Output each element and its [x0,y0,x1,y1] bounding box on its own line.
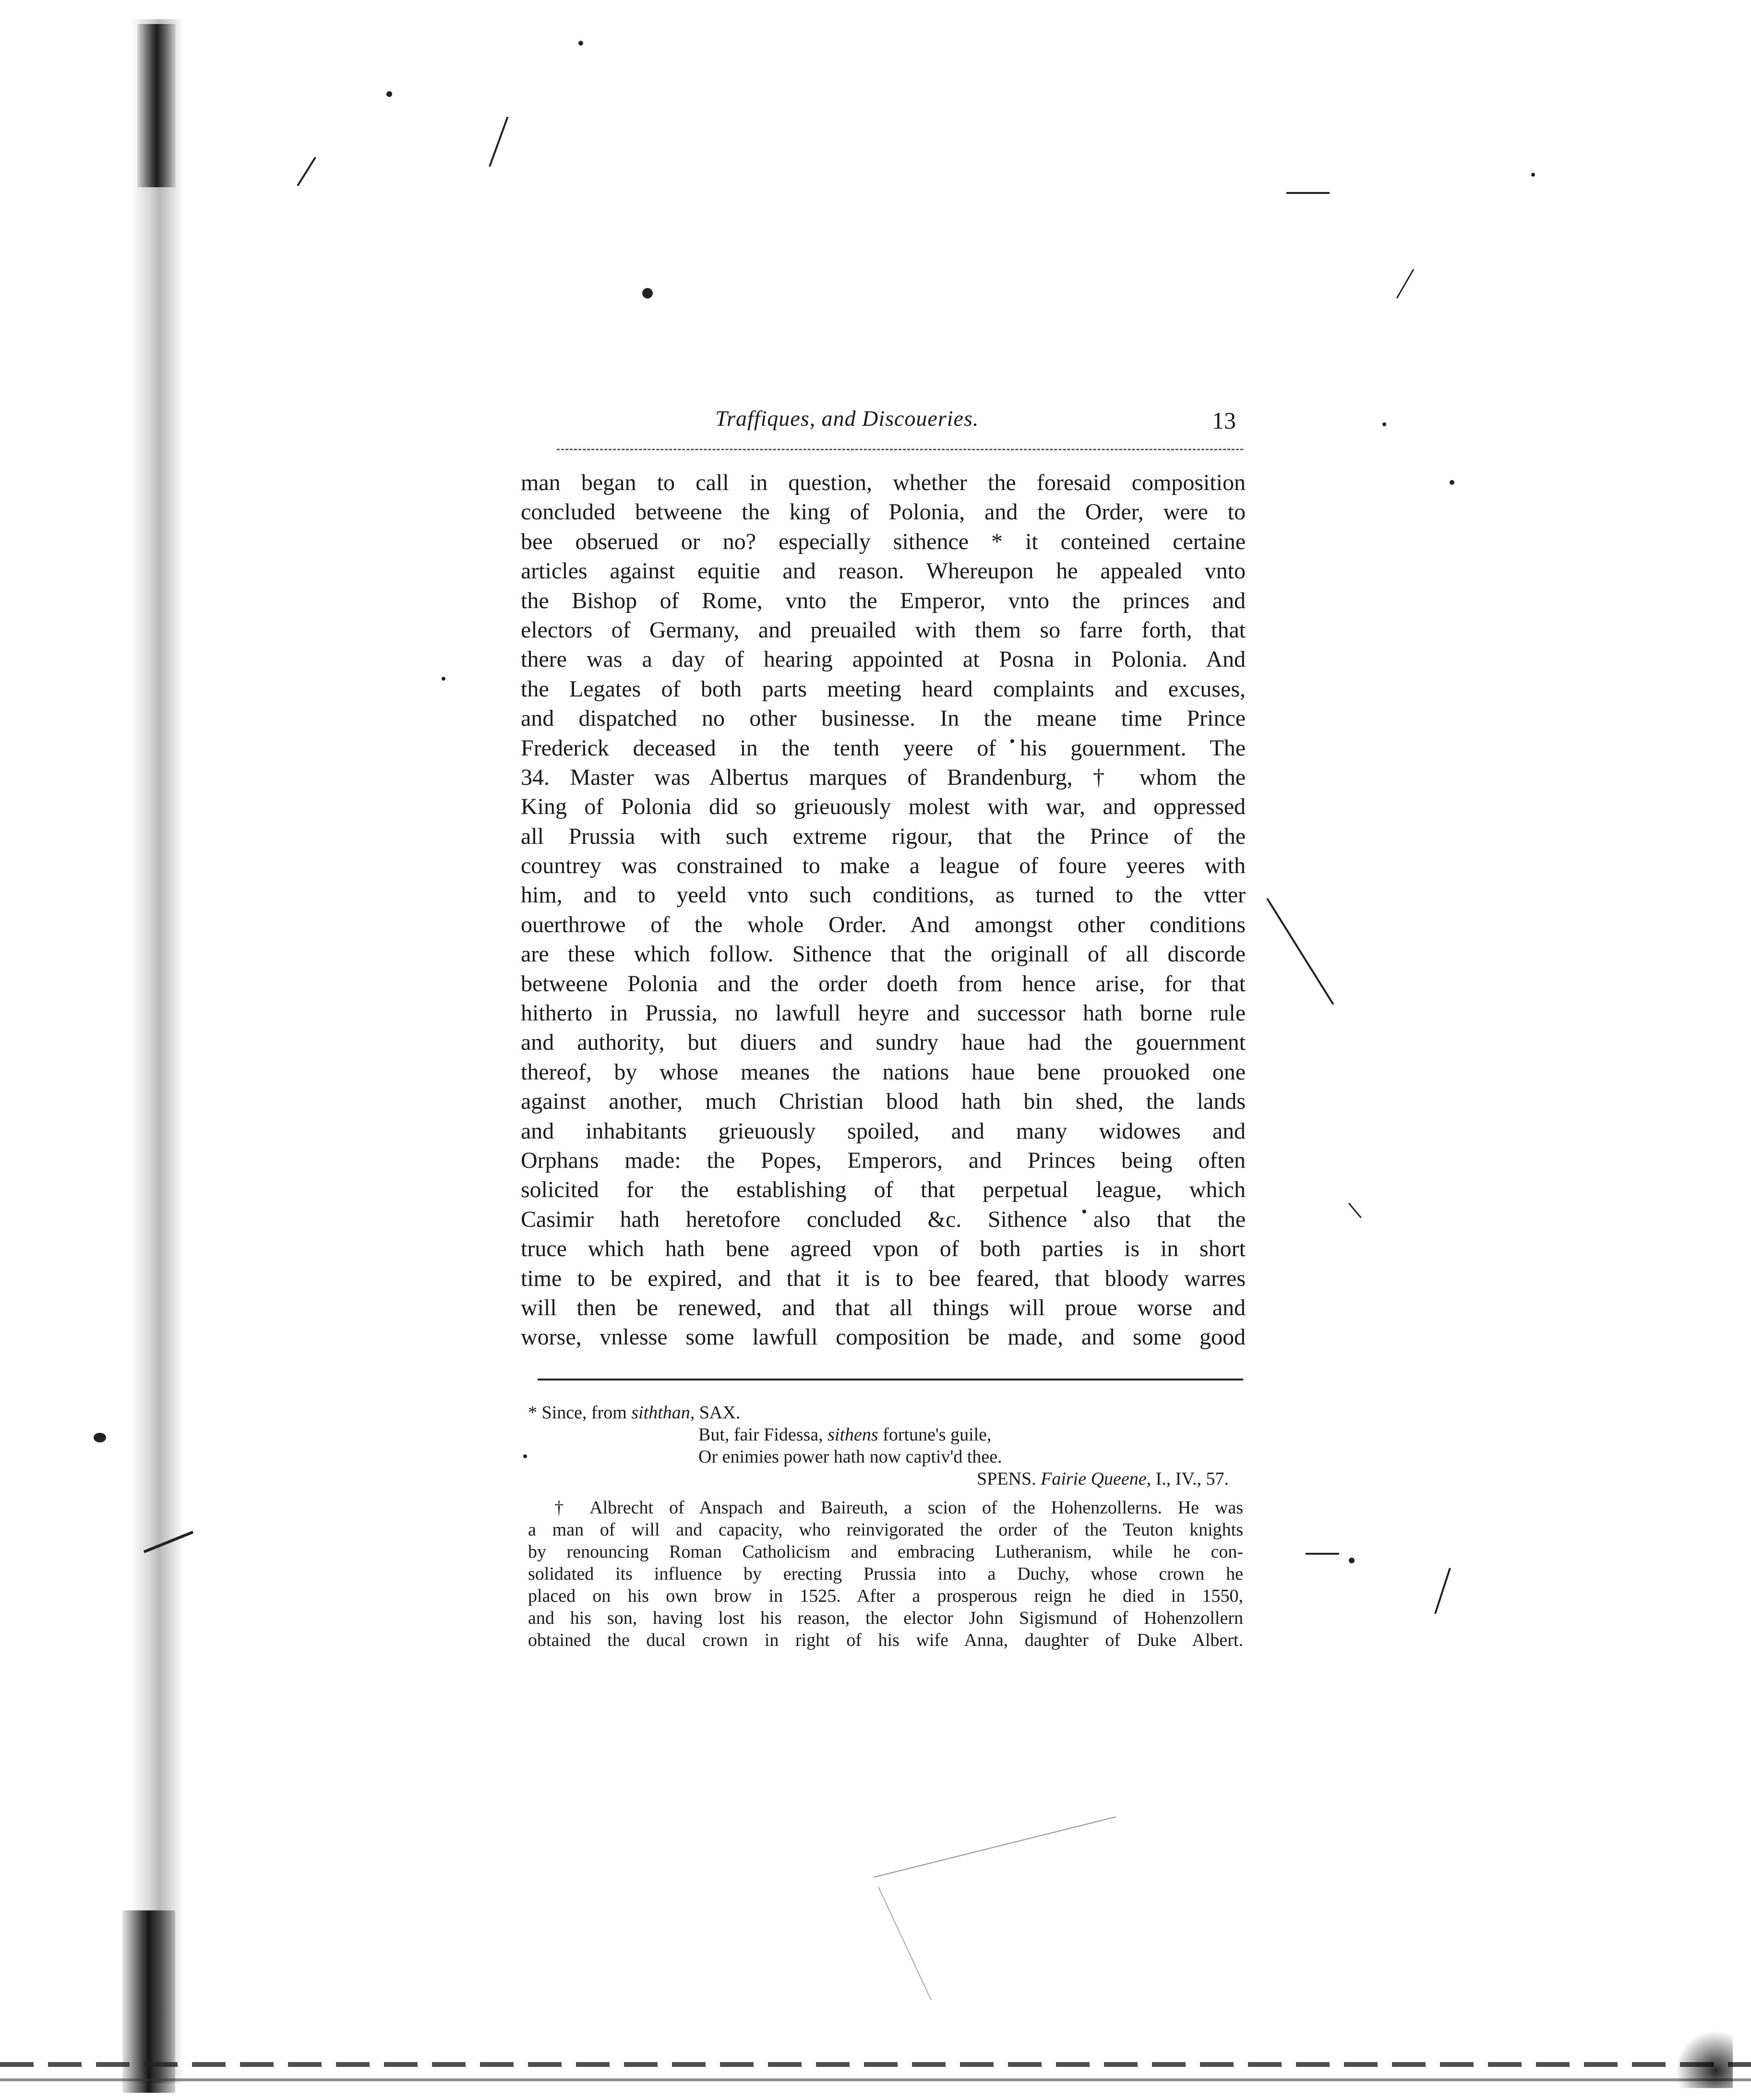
running-title: Traffiques, and Discoueries. [715,406,979,431]
text-line: are these which follow. Sithence that the originall of all discorde [521,941,1246,967]
text-line: him, and to yeeld vnto such conditions, as turned to the vtter [521,882,1246,908]
footnote-etymon: siththan, [631,1403,695,1423]
footnote-rule [538,1379,1243,1380]
citation-author: SPENS. [977,1469,1036,1489]
scan-speck [642,288,653,299]
scan-shadow-left-top [137,24,176,187]
scan-mark [297,157,316,186]
scan-speck [94,1433,106,1442]
text-line: articles against equitie and reason. Whereupon he appealed vnto [521,558,1246,584]
scan-speck [1450,480,1454,485]
text-line: and inhabitants grieuously spoiled, and many widowes and [521,1118,1246,1144]
scan-mark [1348,1203,1362,1219]
text-line: solicited for the establishing of that perpetual league, which [521,1177,1246,1203]
text-line: the Legates of both parts meeting heard complaints and excuses, [521,676,1246,702]
footnote-line: and his son, having lost his reason, the elector John Sigismund of Hohenzollern [528,1608,1243,1628]
verse-text: But, fair Fidessa, [698,1425,823,1445]
scan-mark [874,1816,1116,1878]
scan-mark [1434,1568,1451,1614]
scan-speck [1349,1558,1355,1563]
scan-speck [1531,173,1535,177]
scan-mark [489,117,508,167]
citation-work: Fairie Queene, [1041,1469,1151,1489]
text-line: Orphans made: the Popes, Emperors, and Princes being often [521,1147,1246,1173]
scan-mark [1306,1553,1339,1555]
text-line: worse, vnlesse some lawfull composition be made, and some good [521,1324,1246,1350]
scan-mark [878,1887,932,2000]
scan-shadow-bottom [0,2062,1751,2067]
footnote-line: by renouncing Roman Catholicism and embracing Lutheranism, while he con- [528,1542,1243,1562]
text-line: electors of Germany, and preuailed with them so farre forth, that [521,617,1246,643]
footnote-line: obtained the ducal crown in right of his wife Anna, daughter of Duke Albert. [528,1630,1243,1650]
scan-mark [1396,269,1415,299]
scan-speck [386,91,392,97]
text-line: ouerthrowe of the whole Order. And amongst other conditions [521,912,1246,937]
text-line: bee obserued or no? especially sithence * it conteined certaine [521,528,1246,554]
scan-speck [442,677,445,681]
text-line: there was a day of hearing appointed at Posna in Polonia. And [521,647,1246,672]
text-line: 34. Master was Albertus marques of Brandenburg, † whom the [521,764,1246,790]
text-line: thereof, by whose meanes the nations haue bene prouoked one [521,1059,1246,1085]
footnote-language: SAX. [699,1403,741,1423]
text-line: countrey was constrained to make a league of foure yeeres with [521,853,1246,879]
main-text-block [521,468,1246,1352]
verse-line [528,1424,1243,1446]
text-line: betweene Polonia and the order doeth from hence arise, for that [521,971,1246,996]
text-line: and authority, but diuers and sundry haue had the gouernment [521,1030,1246,1056]
scan-speck [1382,422,1386,426]
verse-citation [528,1468,1243,1490]
footnote-line: placed on his own brow in 1525. After a prosperous reign he died in 1550, [528,1586,1243,1606]
text-line: Casimir hath heretofore concluded &c. Sithence also that the [521,1206,1246,1232]
scan-shadow-left [131,19,183,2083]
verse-highlight: sithens [828,1425,878,1445]
header-rule [557,449,1243,450]
text-line: King of Polonia did so grieuously molest with war, and oppressed [521,794,1246,820]
citation-reference: I., IV., 57. [1155,1469,1229,1489]
text-line: man began to call in question, whether the foresaid composition [521,470,1246,495]
scan-shadow-bottom-line [0,2078,1751,2081]
footnote-line: a man of will and capacity, who reinvigorated the order of the Teuton knights [528,1520,1243,1540]
footnote-line: solidated its influence by erecting Prussia into a Duchy, whose crown he [528,1564,1243,1584]
scan-shadow-corner [1675,2030,1733,2088]
scan-speck [523,1454,527,1458]
verse-text: fortune's guile, [883,1425,992,1445]
verse-line: Or enimies power hath now captiv'd thee. [698,1447,1002,1467]
text-line: Frederick deceased in the tenth yeere of his gouernment. The [521,735,1246,761]
footnote-marker: * Since, from [528,1403,627,1423]
text-line: against another, much Christian blood hath bin shed, the lands [521,1089,1246,1115]
text-line: truce which hath bene agreed vpon of both parties is in short [521,1236,1246,1262]
footnote-etymology [528,1402,1243,1424]
text-line: concluded betweene the king of Polonia, and the Order, were to [521,499,1246,525]
text-line: and dispatched no other businesse. In the meane time Prince [521,706,1246,732]
scan-mark [1266,898,1334,1005]
footnote-line: † Albrecht of Anspach and Baireuth, a scion of the Hohenzollerns. He was [554,1498,1243,1518]
page-header [521,406,1246,439]
text-line: will then be renewed, and that all things will proue worse and [521,1295,1246,1320]
footnotes [528,1402,1243,1651]
text-line: time to be expired, and that it is to bee feared, that bloody warres [521,1265,1246,1291]
scan-mark [1286,192,1330,194]
text-line: all Prussia with such extreme rigour, that the Prince of the [521,823,1246,849]
page-number: 13 [1212,407,1236,434]
scan-speck [578,41,583,46]
footnote-since [528,1402,1243,1490]
text-line: hitherto in Prussia, no lawfull heyre and successor hath borne rule [521,1000,1246,1026]
text-line: the Bishop of Rome, vnto the Emperor, vnto the princes and [521,588,1246,613]
footnote-albrecht [528,1497,1243,1651]
